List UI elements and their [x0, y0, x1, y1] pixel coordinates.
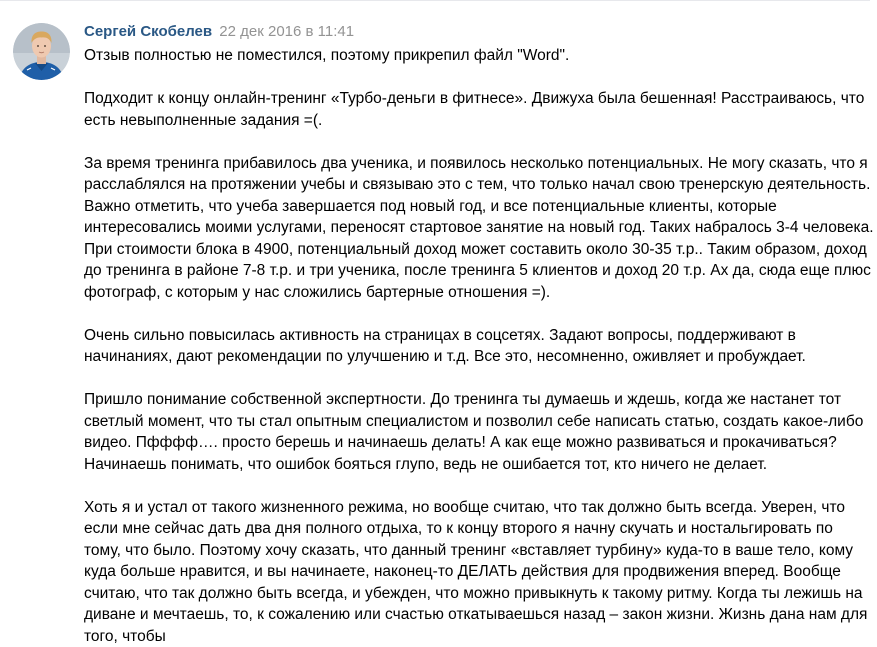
avatar[interactable]	[13, 23, 70, 80]
post-text	[84, 45, 874, 647]
post-header	[84, 22, 354, 42]
user-photo-icon	[13, 23, 70, 80]
paragraph: Хоть я и устал от такого жизненного режима, но вообще считаю, что так должно быть всегда. Уверен, что если мне сейчас дать два дня полного отдыха, то к концу второго я начну скучать и ностальгировать по тому, что было. Поэтому хочу сказать, что данный тренинг «вставляет турбину» куда-то в ваше тело, кому куда больше нравится, и вы начинаете, наконец-то ДЕЛАТЬ действия для продвижения вперед. Вообще считаю, что так должно быть всегда, и убежден, что можно привыкнуть к такому ритму. Когда ты лежишь на диване и мечтаешь, то, к сожалению или счастью откатываешься назад – закон жизни. Жизнь дана нам для того, чтобы	[84, 497, 874, 647]
paragraph: Очень сильно повысилась активность на страницах в соцсетях. Задают вопросы, поддерживают в начинаниях, дают рекомендации по улучшению и т.д. Все это, несомненно, оживляет и пробуждает.	[84, 325, 874, 368]
paragraph: Подходит к концу онлайн-тренинг «Турбо-деньги в фитнесе». Движуха была бешенная! Расстраиваюсь, что есть невыполненные задания =(.	[84, 88, 874, 131]
paragraph: За время тренинга прибавилось два ученика, и появилось несколько потенциальных. Не могу сказать, что я расслаблялся на протяжении учебы и связываю это с тем, что только начал свою тренерскую деятельность. Важно отметить, что учеба завершается под новый год, и все потенциальные клиенты, которые интересовались моими услугами, переносят стартовое занятие на новый год. Таких набралось 3-4 человека. При стоимости блока в 4900, потенциальный доход может составить около 30-35 т.р.. Таким образом, доход до тренинга в районе 7-8 т.р. и три ученика, после тренинга 5 клиентов и доход 20 т.р. Ах да, сюда еще плюс фотограф, с которым у нас сложились бартерные отношения =).	[84, 153, 874, 304]
paragraph: Пришло понимание собственной экспертности. До тренинга ты думаешь и ждешь, когда же настанет тот светлый момент, что ты стал опытным специалистом и позволил себе написать статью, создать какое-либо видео. Пфффф…. просто берешь и начинаешь делать! А как еще можно развиваться и прокачиваться? Начинаешь понимать, что ошибок бояться глупо, ведь не ошибается тот, кто ничего не делает.	[84, 389, 874, 475]
divider	[0, 0, 870, 1]
post-date-link[interactable]: 22 дек 2016 в 11:41	[219, 23, 354, 40]
paragraph: Отзыв полностью не поместился, поэтому прикрепил файл "Word".	[84, 45, 874, 67]
author-name-link[interactable]: Сергей Скобелев	[84, 23, 212, 40]
